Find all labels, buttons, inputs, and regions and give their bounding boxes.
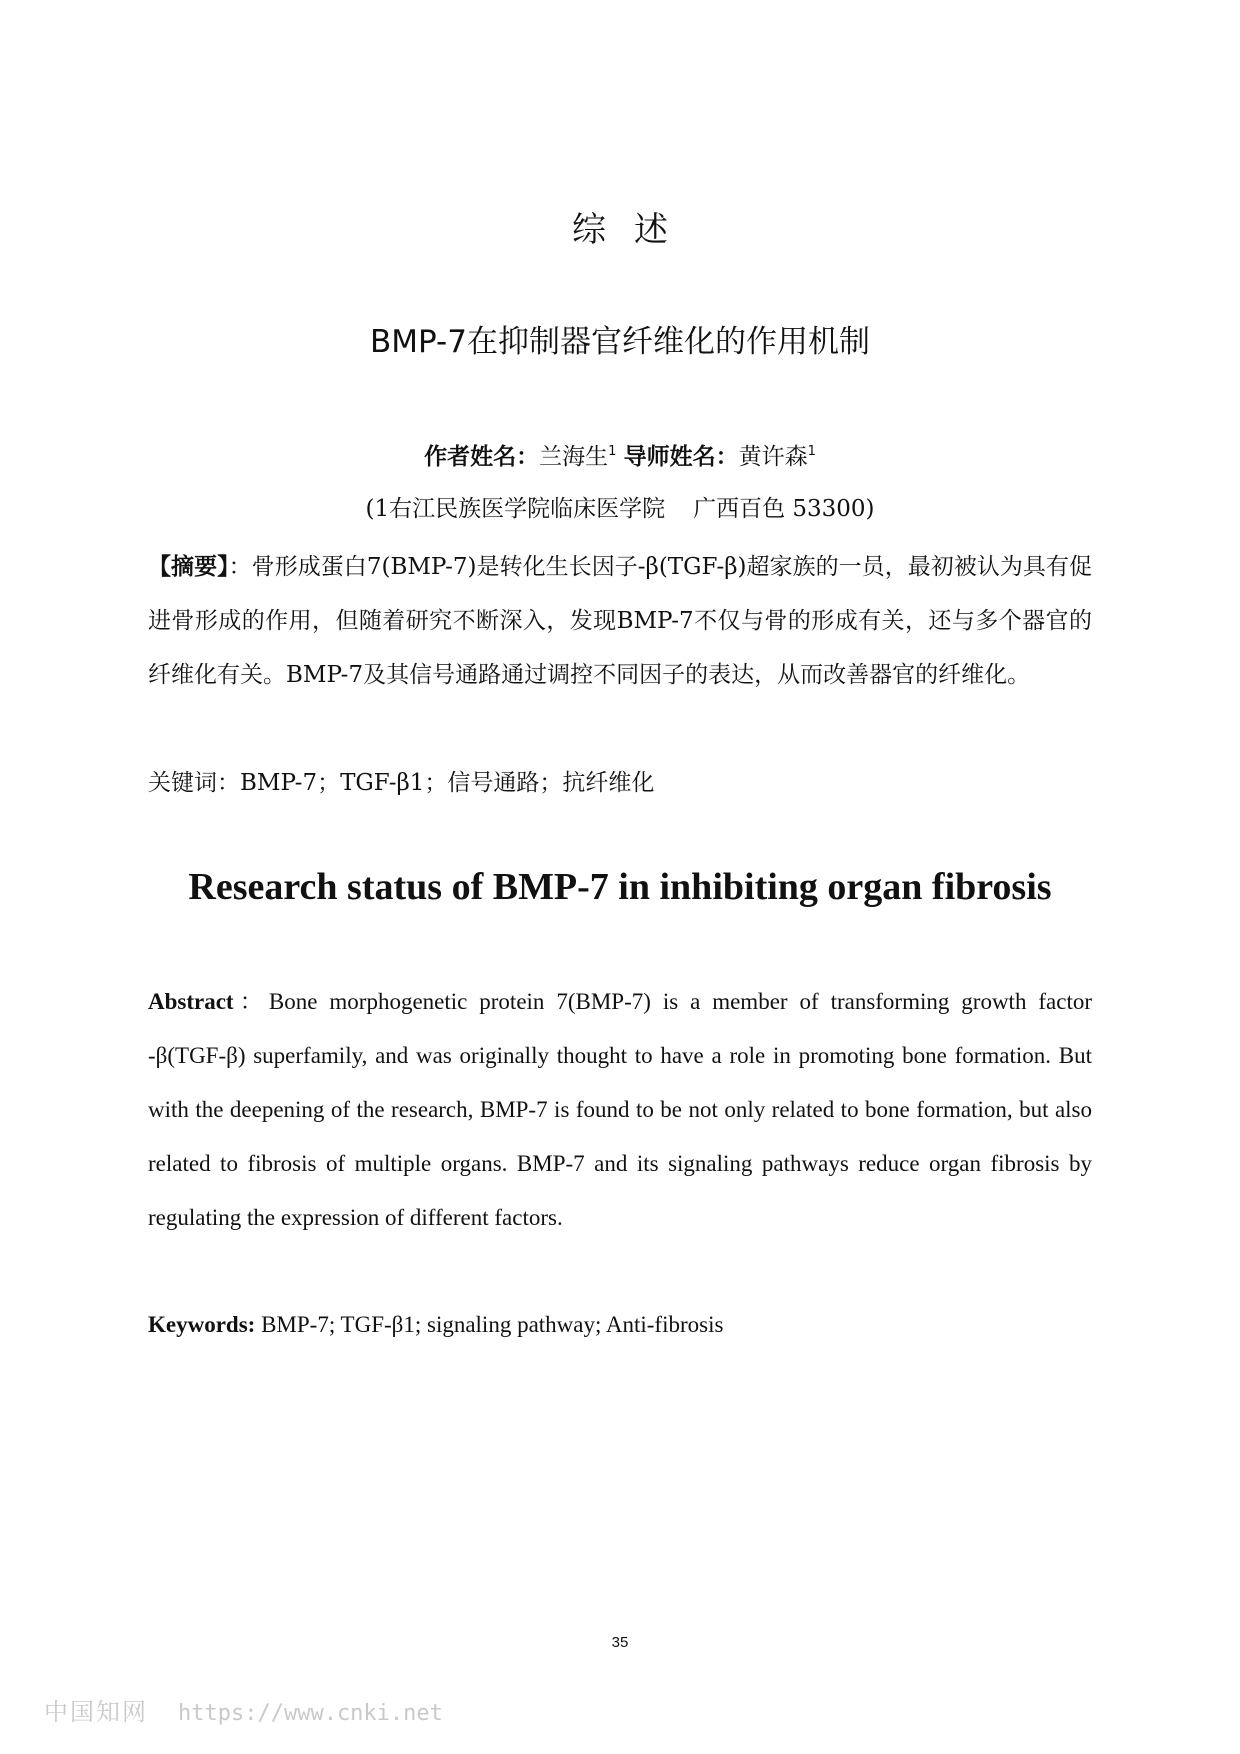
affiliation-institution: (1右江民族医学院临床医学院 [365, 496, 666, 522]
english-keywords [148, 1298, 1092, 1352]
english-keywords-label: Keywords: [148, 1312, 256, 1337]
chinese-abstract-label: 【摘要】 [148, 553, 229, 580]
author-line [0, 440, 1240, 474]
advisor-name: 黄许森 [738, 444, 808, 470]
watermark-brand: 中国知网 [44, 1698, 148, 1726]
chinese-title: BMP-7在抑制器官纤维化的作用机制 [370, 324, 870, 360]
english-abstract-label: Abstract [148, 989, 234, 1014]
chinese-abstract-text: ：骨形成蛋白7(BMP-7)是转化生长因子-β(TGF-β)超家族的一员，最初被认为具有促进骨形成的作用，但随着研究不断深入，发现BMP-7不仅与骨的形成有关，还与多个器官的纤维化有关。BMP-7及其信号通路通过调控不同因子的表达，从而改善器官的纤维化。 [148, 554, 1092, 688]
english-abstract [148, 975, 1092, 1245]
affiliation-location: 广西百色 53300) [693, 496, 875, 522]
english-abstract-text: ：Bone morphogenetic protein 7(BMP-7) is a member of transforming growth factor -β(TGF-β) superfamily, and was originally thought to have a role in promoting bone formation. But with the deepening of the research, BMP-7 is found to be not only related to bone formation, but also related to fibrosis of multiple organs. BMP-7 and its signaling pathways reduce organ fibrosis by regulating the expression of different factors. [148, 989, 1092, 1230]
author-label: 作者姓名： [424, 444, 540, 470]
english-title: Research status of BMP-7 in inhibiting organ fibrosis [188, 866, 1052, 908]
english-keywords-text: BMP-7; TGF-β1; signaling pathway; Anti-fibrosis [255, 1312, 724, 1337]
affiliation [0, 492, 1240, 526]
author-affiliation-mark: 1 [608, 444, 617, 459]
cnki-watermark [44, 1692, 443, 1727]
section-heading: 综述 [572, 210, 696, 250]
chinese-abstract [148, 540, 1092, 702]
advisor-label: 导师姓名： [623, 444, 739, 470]
page-number: 35 [611, 1634, 629, 1651]
advisor-affiliation-mark: 1 [807, 444, 816, 459]
author-name: 兰海生 [539, 444, 609, 470]
watermark-url: https://www.cnki.net [178, 1701, 443, 1726]
chinese-keywords: 关键词：BMP-7；TGF-β1；信号通路；抗纤维化 [148, 770, 655, 796]
